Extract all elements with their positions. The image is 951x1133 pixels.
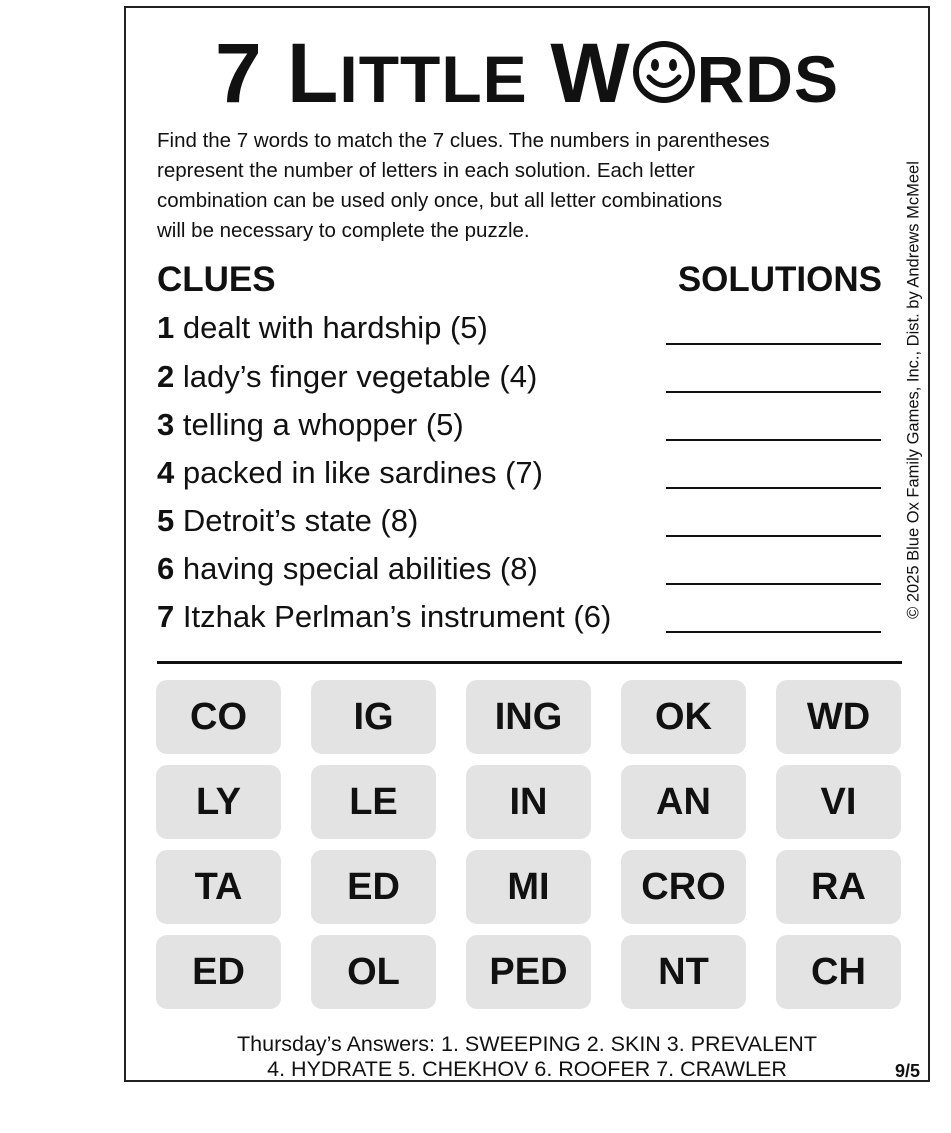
clue-text: packed in like sardines (7) [174,455,543,490]
letter-tile[interactable]: LY [156,765,281,839]
title-part2-rest: RDS [696,42,839,116]
clue-number: 5 [157,503,175,538]
clue-number: 3 [157,407,175,442]
solution-blank-5[interactable] [666,535,881,537]
clue-2 [157,357,537,397]
instructions-line: Find the 7 words to match the 7 clues. The numbers in parentheses [157,129,770,152]
letter-tile[interactable]: VI [776,765,901,839]
answers-line: 4. HYDRATE 5. CHEKHOV 6. ROOFER 7. CRAWLER [267,1057,787,1081]
clue-number: 1 [157,310,175,345]
clue-text: Detroit’s state (8) [174,503,419,538]
clue-4 [157,453,543,493]
clue-text: telling a whopper (5) [174,407,464,442]
instructions [157,126,907,246]
letter-tile[interactable]: CO [156,680,281,754]
clue-3 [157,405,464,445]
solution-blank-4[interactable] [666,487,881,489]
clue-text: lady’s finger vegetable (4) [174,359,538,394]
clue-number: 6 [157,551,175,586]
puzzle-panel [124,6,930,1082]
solutions-heading: SOLUTIONS [677,260,882,299]
solution-blank-1[interactable] [666,343,881,345]
smiley-face-icon [632,40,696,104]
answers-line: Thursday’s Answers: 1. SWEEPING 2. SKIN 3. PREVALENT [237,1032,817,1056]
clue-number: 7 [157,599,175,634]
letter-tile[interactable]: IN [466,765,591,839]
letter-tile[interactable]: IG [311,680,436,754]
letter-tile[interactable]: PED [466,935,591,1009]
clue-number: 4 [157,455,175,490]
solution-blank-6[interactable] [666,583,881,585]
puzzle-title [126,28,928,124]
letter-tile[interactable]: CRO [621,850,746,924]
clues-heading: CLUES [157,260,276,299]
clue-7 [157,597,611,637]
instructions-line: combination can be used only once, but all letter combinations [157,189,723,212]
clue-text: having special abilities (8) [174,551,538,586]
clue-6 [157,549,538,589]
solution-blank-7[interactable] [666,631,881,633]
letter-tile[interactable]: ING [466,680,591,754]
letter-tile[interactable]: TA [156,850,281,924]
title-part1-rest: ITTLE [339,42,528,116]
divider [157,661,902,664]
letter-tile[interactable]: RA [776,850,901,924]
letter-tile[interactable]: NT [621,935,746,1009]
letter-tile[interactable]: OL [311,935,436,1009]
clue-5 [157,501,418,541]
solution-blank-3[interactable] [666,439,881,441]
instructions-line: represent the number of letters in each solution. Each letter [157,159,695,182]
letter-tile[interactable]: CH [776,935,901,1009]
solution-blank-2[interactable] [666,391,881,393]
copyright-notice: © 2025 Blue Ox Family Games, Inc., Dist. by Andrews McMeel [904,161,923,619]
title-part1-lead: 7 L [214,26,340,120]
letter-tile[interactable]: MI [466,850,591,924]
letter-tile[interactable]: LE [311,765,436,839]
puzzle-date: 9/5 [894,1061,920,1081]
clue-1 [157,308,488,348]
letter-tile[interactable]: AN [621,765,746,839]
clue-text: Itzhak Perlman’s instrument (6) [174,599,612,634]
instructions-line: will be necessary to complete the puzzle. [157,219,530,242]
letter-tile[interactable]: OK [621,680,746,754]
letter-tile[interactable]: ED [156,935,281,1009]
clue-number: 2 [157,359,175,394]
title-part2-lead: W [550,26,631,120]
letter-tile[interactable]: ED [311,850,436,924]
clue-text: dealt with hardship (5) [174,310,488,345]
previous-answers [126,1032,928,1082]
letter-tile[interactable]: WD [776,680,901,754]
